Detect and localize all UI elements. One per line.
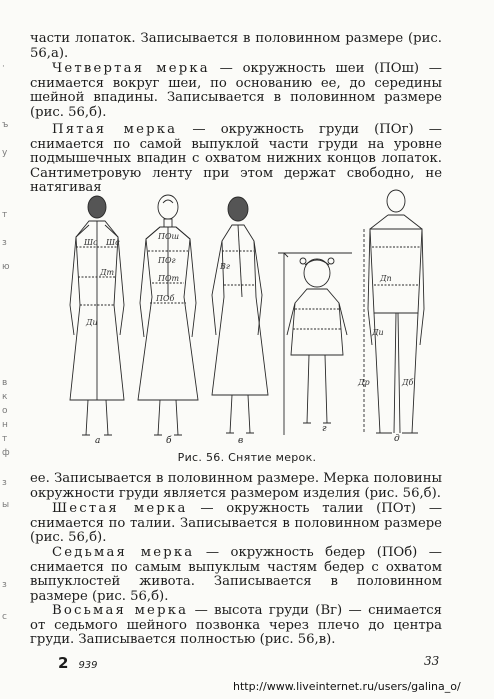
paragraph-seventh-measure [30,546,442,604]
figure-panel-letters [95,424,400,445]
measure-label: Шс [106,238,120,247]
measuring-stick [278,253,352,435]
figure-b-front-view [138,195,198,435]
margin-marks: · ъ у т з ю в к о н т ф з ы з с [2,62,10,622]
sixth-measure-heading: Шестая мерка [52,501,188,516]
paragraph-chest-size [30,472,442,501]
panel-letter-b: б [166,436,172,445]
paragraph-sixth-measure [30,502,442,546]
figure-e-man [364,190,424,433]
paragraph-fourth-measure [30,62,442,120]
measure-label: Дб [402,378,414,387]
panel-letter-a: а [95,436,101,445]
figure-56-illustration [62,185,434,445]
page-number: 33 [424,654,440,668]
measure-label: Дт [100,268,115,277]
measure-label: Шс [84,238,98,247]
eighth-measure-text: — высота груди (Вг) — снимается от седьмого шейного позвонка через плечо до центра груди. Записывается полностью (рис. 56,в). [30,603,442,648]
fifth-measure-heading: Пятая мерка [52,122,178,137]
measure-label: ПОб [156,294,175,303]
fourth-measure-text: — окружность шеи (ПОш) — снимается вокруг шеи, по основанию ее, до середины шейной впадины. Записывается в половинном размере (рис. 56,б). [30,61,442,120]
figure-caption: Рис. 56. Снятие мерок. [177,451,317,464]
panel-letter-v: в [238,436,244,445]
measure-label: Вг [220,262,230,271]
fifth-measure-text: — окружность груди (ПОг) — снимается по самой выпуклой части груди на уровне подмышечных впадин с охватом нижних концов лопаток. Сантиметровую ленту при этом держат свободно, не натягивая [30,122,442,196]
source-url-link[interactable]: http://www.liveinternet.ru/users/galina_o/ [233,680,461,693]
chest-size-text: ее. Записывается в половинном размере. Мерка половины окружности груди является размером изделия (рис. 56,б). [30,471,442,501]
measure-label: Ди [86,318,98,327]
signature-number: 2 [58,654,69,672]
measure-label: ПОт [158,274,180,283]
sixth-measure-text: — окружность талии (ПОт) — снимается по талии. Записывается в половинном размере (рис. 56,б). [30,501,443,546]
paragraph-eighth-measure [30,604,442,648]
figure-c-side-view [212,197,268,433]
measure-label: ПОг [158,256,176,265]
panel-letter-d: д [394,434,400,444]
figure-a-back-view [70,196,124,435]
seventh-measure-heading: Седьмая мерка [52,545,195,560]
fourth-measure-heading: Четвертая мерка [52,61,210,76]
measure-label: Др [358,378,370,387]
signature-code: 939 [78,660,98,671]
paragraph-intro-text: части лопаток. Записывается в половинном размере (рис. 56,а). [30,31,442,61]
footer-signature [58,654,98,672]
paragraph-intro [30,32,442,61]
figure-d-child [287,258,347,423]
seventh-measure-text: — окружность бедер (ПОб) — снимается по самым выпуклым частям бедер с охватом выпуклостей живота. Записывается в половинном размере (рис. 56,б). [30,545,442,604]
measure-label: Дп [380,274,392,283]
panel-letter-g: г [322,424,327,434]
eighth-measure-heading: Восьмая мерка [52,603,189,618]
measure-label: ПОш [158,232,180,241]
measure-label: Ди [372,328,384,337]
